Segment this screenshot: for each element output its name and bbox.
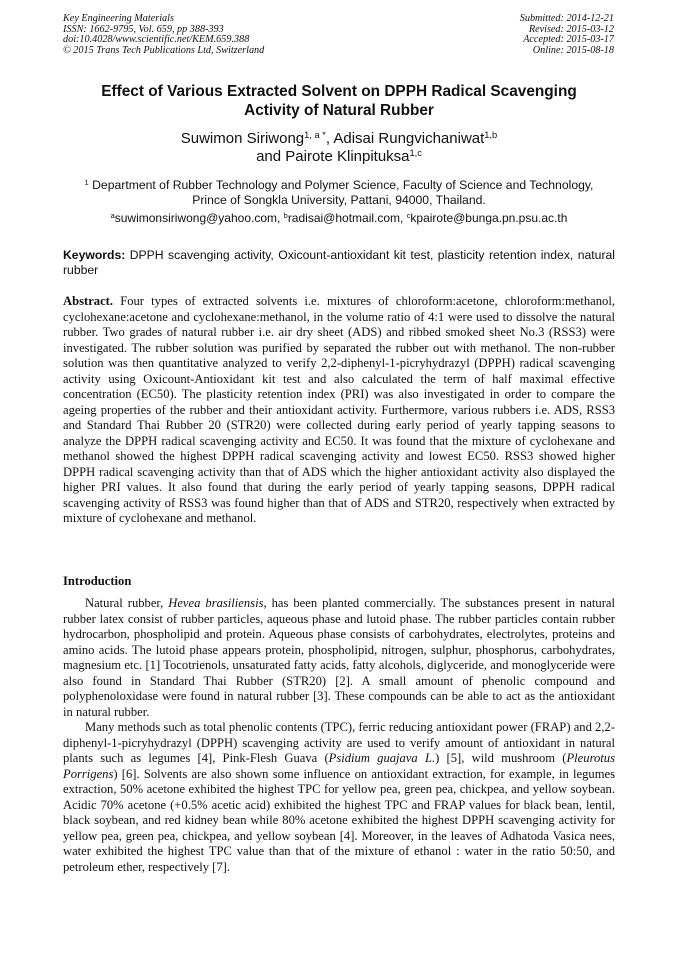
email-mark: b: [283, 210, 288, 220]
paragraph: [63, 720, 615, 875]
email-link[interactable]: suwimonsiriwong@yahoo.com: [114, 211, 277, 225]
journal-name: Key Engineering Materials: [63, 13, 174, 24]
email-link[interactable]: radisai@hotmail.com: [287, 211, 401, 225]
affiliation-line-2: Prince of Songkla University, Pattani, 94000, Thailand.: [192, 192, 486, 207]
author-name: Pairote Klinpituksa: [285, 148, 410, 165]
date-online: Online: 2015-08-18: [532, 44, 614, 56]
keywords-label: Keywords:: [63, 248, 126, 262]
keywords-text: DPPH scavenging activity, Oxicount-antioxidant kit test, plasticity retention index, natural rubber: [63, 248, 615, 277]
abstract-label: Abstract.: [63, 294, 114, 308]
author-line-2: [63, 148, 615, 166]
author-list: [63, 130, 615, 166]
text-run: , has been planted commercially. The substances present in natural rubber latex consist of rubber particles, aqueous phase and lutoid phase. The rubber particles contain rubber hydrocarbon, phospholipid and protein. Aqueous phase consists of carbohydrates, electrolytes, proteins and amino acids. The lutoid phase appears protein, phospholipid, nitrogen, sulphur, phosphorus, carbohydrates, magnesium etc. [1] Tocotrienols, unsaturated fatty acids, fatty alcohols, diglyceride, and monoglyceride were also found in Standard Thai Rubber (STR20) [2]. A small amount of phenolic compound and polyphenoloxidase were found in natural rubber [3]. These compounds can be able to act as the antioxidant in natural rubber.: [63, 596, 616, 719]
email-link[interactable]: kpairote@bunga.pn.psu.ac.th: [410, 211, 568, 225]
species-name: Pleurotus Porrigens: [63, 751, 615, 781]
author-affiliation-mark: 1,b: [484, 129, 498, 140]
species-name: Psidium guajava L.: [328, 751, 436, 765]
affiliation-line-1: [63, 178, 615, 193]
section-heading-introduction: Introduction: [63, 574, 132, 588]
author-affiliation-mark: 1,c: [409, 147, 422, 158]
affiliation-mark: 1: [84, 177, 89, 187]
title-line-1: Effect of Various Extracted Solvent on DPPH Radical Scavenging: [101, 83, 577, 100]
email-separator: ,: [277, 211, 284, 225]
author-emails: [63, 211, 615, 225]
affiliation: [63, 178, 615, 207]
paragraph: [63, 596, 615, 720]
text-run: Natural rubber,: [85, 596, 169, 610]
text-run: Many methods such as total phenolic contents (TPC), ferric reducing antioxidant power (FRAP) and 2,2-diphenyl-1-picryhydrazyl (DPPH) scavenging activity are used to verify amount of antioxidant in natural plants such as legumes [4], Pink-Flesh Guava (: [63, 720, 615, 765]
title-line-2: Activity of Natural Rubber: [244, 102, 434, 119]
issn-volume: ISSN: 1662-9795, Vol. 659, pp 388-393: [63, 23, 224, 35]
publication-dates: [520, 14, 614, 56]
text-run: ) [5], wild mushroom (: [435, 751, 567, 765]
email-mark: c: [406, 210, 411, 220]
text-run: ) [6]. Solvents are also shown some influence on antioxidant extraction, for example, in legumes extraction, 50% acetone exhibited the highest TPC for yellow pea, green pea, chickpea, and yellow soybean. Acidic 70% acetone (+0.5% acetic acid) exhibited the highest TPC and FRAP values for black bean, lentil, black soybean, and red kidney bean while 80% acetone exhibited the highest DPPH scavenging activity for yellow pea, green pea, chickpea, and yellow soybean [4]. Moreover, in the leaves of Adhatoda Vasica nees, water exhibited the highest TPC value than that of the mixture of ethanol : water in the ratio 50:50, and petroleum ether, respectively [7].: [63, 766, 615, 874]
email-mark: a: [110, 210, 115, 220]
doi[interactable]: doi:10.4028/www.scientific.net/KEM.659.388: [63, 34, 250, 46]
email-separator: ,: [400, 211, 407, 225]
abstract: [63, 294, 615, 527]
affiliation-text: Department of Rubber Technology and Polymer Science, Faculty of Science and Technology,: [88, 178, 594, 192]
author-name: Adisai Rungvichaniwat: [333, 130, 485, 147]
species-name: Hevea brasiliensis: [168, 596, 264, 610]
publication-info: [63, 14, 264, 56]
keywords: [63, 248, 615, 277]
paper-title: [63, 82, 615, 120]
introduction-body: [63, 596, 615, 875]
abstract-text: Four types of extracted solvents i.e. mixtures of chloroform:acetone, chloroform:methanol, cyclohexane:acetone and cyclohexane:methanol, in the volume ratio of 4:1 were used to dissolve the natural rubber. Two grades of natural rubber i.e. air dry sheet (ADS) and ribbed smoked sheet No.3 (RSS3) were investigated. The rubber solution was purified by separated the rubber out with methanol. The non-rubber solution was then quantitative analyzed to verify 2,2-diphenyl-1-picryhydrazyl (DPPH) radical scavenging activity using Oxicount-Antioxidant kit test and also calculated the term of half maximal effective concentration (EC50). The plasticity retention index (PRI) was also investigated in order to compare the ageing properties of the rubber and their antioxidant activity. Furthermore, various rubbers i.e. ADS, RSS3 and Standard Thai Rubber 20 (STR20) were collected during early period of yearly tapping seasons to analyze the DPPH radical scavenging activity and EC50. It was found that the mixture of cyclohexane and methanol showed the highest DPPH radical scavenging activity and lowest EC50. RSS3 showed higher DPPH radical scavenging activity than that of ADS which the higher antioxidant activity also displayed the higher PRI values. It also found that during the early period of yearly tapping seasons, DPPH radical scavenging activity of RSS3 was found higher than that of ADS and STR20, respectively when extracted by mixture of cyclohexane and methanol.: [63, 294, 615, 525]
author-affiliation-mark: 1, a *: [304, 129, 326, 140]
author-conjunction: and: [256, 148, 286, 165]
date-revised: Revised: 2015-03-12: [528, 23, 614, 35]
date-submitted: Submitted: 2014-12-21: [519, 13, 614, 24]
date-accepted: Accepted: 2015-03-17: [523, 34, 614, 46]
author-line-1: [63, 130, 615, 148]
author-name: Suwimon Siriwong: [180, 130, 305, 147]
author-separator: ,: [325, 130, 334, 147]
copyright: © 2015 Trans Tech Publications Ltd, Switzerland: [63, 44, 265, 56]
